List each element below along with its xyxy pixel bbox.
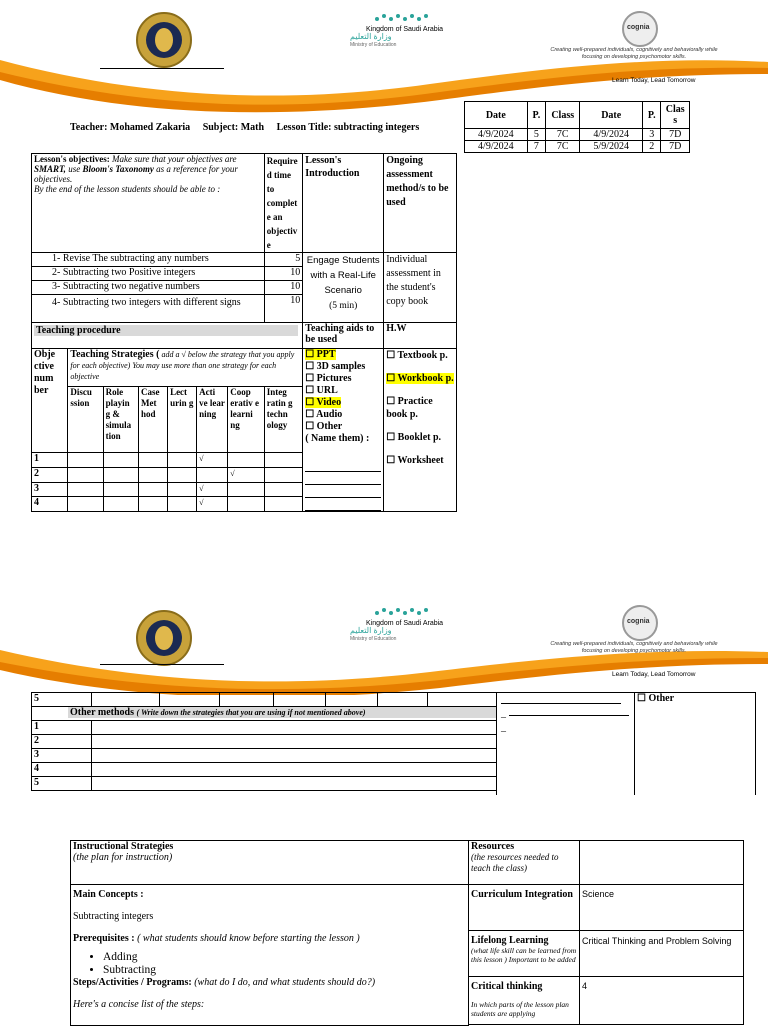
strategy-col-active-learning: Acti ve lear ning: [197, 386, 228, 453]
signature-line-2: [100, 664, 224, 665]
intro-header: Lesson's Introduction: [303, 154, 384, 253]
schedule-header: Date: [580, 102, 643, 129]
lifelong-value: Critical Thinking and Problem Solving: [580, 931, 744, 977]
homework-item[interactable]: ☐ Textbook p.: [386, 350, 448, 361]
ministry-ar-text: وزارة التعليم: [350, 32, 392, 41]
objective-row: 2- Subtracting two Positive integers: [32, 267, 265, 281]
schedule-header: Date: [465, 102, 528, 129]
kingdom-text: Kingdom of Saudi Arabia: [366, 26, 444, 33]
aids-cell: [303, 349, 384, 512]
strategy-col-cooperative: Coop erativ e learni ng: [228, 386, 264, 453]
schedule-cell: 5: [527, 129, 545, 141]
objectives-table: [31, 153, 457, 512]
objective-row: 1- Revise The subtracting any numbers: [32, 253, 265, 267]
strategy-row: 4 √: [32, 497, 457, 512]
schedule-cell: 7: [527, 141, 545, 153]
schedule-cell: 4/9/2024: [465, 129, 528, 141]
lifelong-cell: Lifelong Learning (what life skill can be learned from this lesson ) Important to be added: [469, 931, 580, 977]
ministry-logo-2: Kingdom of Saudi Arabia وزارة التعليم Ministry of Education: [350, 606, 450, 646]
other-methods-line: 3: [32, 749, 497, 763]
resources-header: Resources (the resources needed to teach the class): [469, 841, 580, 885]
schedule-cell: 7C: [546, 129, 580, 141]
strategy-row: 1 √: [32, 453, 457, 468]
critical-thinking-value: 4: [580, 977, 744, 1025]
objective-time: 10: [264, 295, 302, 323]
other-methods-line: 5: [32, 777, 497, 791]
school-seal-2: [136, 610, 192, 666]
homework-item[interactable]: ☐ Worksheet: [386, 455, 444, 466]
teaching-aid-item[interactable]: ☐ Other: [305, 421, 343, 432]
school-seal-1: [136, 12, 192, 68]
lesson-title: Lesson Title: subtracting integers: [276, 122, 420, 133]
objective-time: 10: [264, 267, 302, 281]
aids-header: Teaching aids to be used: [303, 323, 384, 349]
homework-item[interactable]: ☐ Workbook p.: [386, 373, 454, 384]
lesson-info: [70, 122, 419, 133]
assess-cell: Individual assessment in the student's copy book: [384, 253, 457, 323]
curriculum-value: Science: [580, 885, 744, 931]
homework-item[interactable]: ☐ Booklet p.: [386, 432, 442, 443]
ministry-en-text: Ministry of Education: [350, 42, 397, 48]
objectives-header: Lesson's objectives: Make sure that your objectives are SMART, use Bloom's Taxonomy as a reference for your objectives. By the end of the lesson students should be able to :: [32, 154, 265, 253]
teaching-aid-item[interactable]: ( Name them) :: [305, 433, 370, 444]
assess-header: Ongoing assessment method/s to be used: [384, 154, 457, 253]
continuation-hw-column: ☐ Other: [634, 692, 756, 795]
schedule-cell: 2: [643, 141, 661, 153]
teaching-aid-item[interactable]: ☐ 3D samples: [305, 361, 366, 372]
objective-row: 3- Subtracting two negative numbers: [32, 281, 265, 295]
schedule-cell: 7D: [661, 129, 690, 141]
strategy-col-case-method: Case Met hod: [138, 386, 167, 453]
teaching-aid-item[interactable]: ☐ PPT: [305, 349, 336, 360]
schedule-header: P.: [643, 102, 661, 129]
other-methods-line: 4: [32, 763, 497, 777]
header-banner-1: [0, 0, 768, 115]
signature-line-1: [100, 68, 224, 69]
cognia-badge-2: cognia: [622, 605, 658, 641]
strategy-col-discussion: Discu ssion: [68, 386, 103, 453]
schedule-cell: 4/9/2024: [580, 129, 643, 141]
hw-list: [386, 349, 454, 467]
plan-table: [70, 840, 744, 1026]
critical-thinking-cell: Critical thinking In which parts of the lesson plan students are applying: [469, 977, 580, 1025]
ministry-logo-1: [350, 12, 450, 52]
objective-time: 10: [264, 281, 302, 295]
objective-row: 4- Subtracting two integers with different signs: [32, 295, 265, 323]
objective-time: 5: [264, 253, 302, 267]
other-methods-row: Other methods ( Write down the strategies that you are using if not mentioned above): [32, 707, 497, 721]
resources-value: [580, 841, 744, 885]
teaching-aid-item[interactable]: ☐ Pictures: [305, 373, 352, 384]
header-banner-2: [0, 600, 768, 695]
hw-cell: [384, 349, 457, 512]
continuation-table: [31, 692, 497, 791]
schedule-header: P.: [527, 102, 545, 129]
schedule-cell: 7D: [661, 141, 690, 153]
schedule-table: [464, 101, 690, 153]
other-methods-line: 2: [32, 735, 497, 749]
intro-cell: Engage Students with a Real-Life Scenario (5 min): [303, 253, 384, 323]
teaching-aid-item[interactable]: ☐ Video: [305, 397, 342, 408]
schedule-cell: 5/9/2024: [580, 141, 643, 153]
cognia-badge-1: cognia: [622, 11, 658, 47]
teacher-name: Teacher: Mohamed Zakaria: [70, 122, 191, 133]
motto-1: Learn Today, Lead Tomorrow: [612, 77, 696, 84]
objective-number-header: Obje ctive num ber: [32, 349, 68, 453]
aids-list: [305, 349, 381, 445]
motto-2: Learn Today, Lead Tomorrow: [612, 671, 696, 678]
schedule-header: Clas s: [661, 102, 690, 129]
curriculum-label: Curriculum Integration: [469, 885, 580, 931]
continuation-aids-column: – –: [496, 692, 635, 795]
schedule-cell: 3: [643, 129, 661, 141]
row-5-number: 5: [32, 693, 92, 707]
strategies-header: Teaching Strategies ( add a √ below the strategy that you apply for each objective) You may use more than one strategy for each objective: [68, 349, 303, 387]
strategy-col-role-playing: Role playin g & simula tion: [103, 386, 138, 453]
teaching-aid-item[interactable]: ☐ Audio: [305, 409, 343, 420]
strategy-col-lecturing: Lect urin g: [168, 386, 197, 453]
other-methods-line: 1: [32, 721, 497, 735]
teaching-aid-item[interactable]: ☐ URL: [305, 385, 338, 396]
strategy-row: 3 √: [32, 482, 457, 497]
time-header: Require d time to complet e an objectiv e: [264, 154, 302, 253]
aids-blank-lines: [305, 459, 381, 511]
instructional-strategies-header: Instructional Strategies (the plan for instruction): [71, 841, 469, 885]
slogan-2: Creating well-prepared individuals, cognitively and behaviorally while focusing on developing psychomotor skills.: [550, 641, 718, 654]
instructional-body: Main Concepts : Subtracting integers Prerequisites : ( what students should know before starting the lesson ) • Adding • Subtracting Steps/Activities / Programs: (what do I do, and what students should do?) Here's a concise list of the steps:: [71, 885, 469, 1026]
strategy-row: 2 √: [32, 468, 457, 483]
teaching-procedure-row: Teaching procedure: [32, 323, 303, 349]
prereq-list: • Adding • Subtracting: [73, 951, 466, 977]
schedule-cell: 7C: [546, 141, 580, 153]
strategy-col-technology: Integ ratin g techn ology: [264, 386, 302, 453]
hw-header: H.W: [384, 323, 457, 349]
homework-item[interactable]: ☐ Practice book p.: [386, 396, 433, 420]
slogan-1: Creating well-prepared individuals, cognitively and behaviorally while focusing on developing psychomotor skills.: [550, 47, 718, 60]
schedule-header: Class: [546, 102, 580, 129]
subject: Subject: Math: [202, 122, 265, 133]
schedule-cell: 4/9/2024: [465, 141, 528, 153]
